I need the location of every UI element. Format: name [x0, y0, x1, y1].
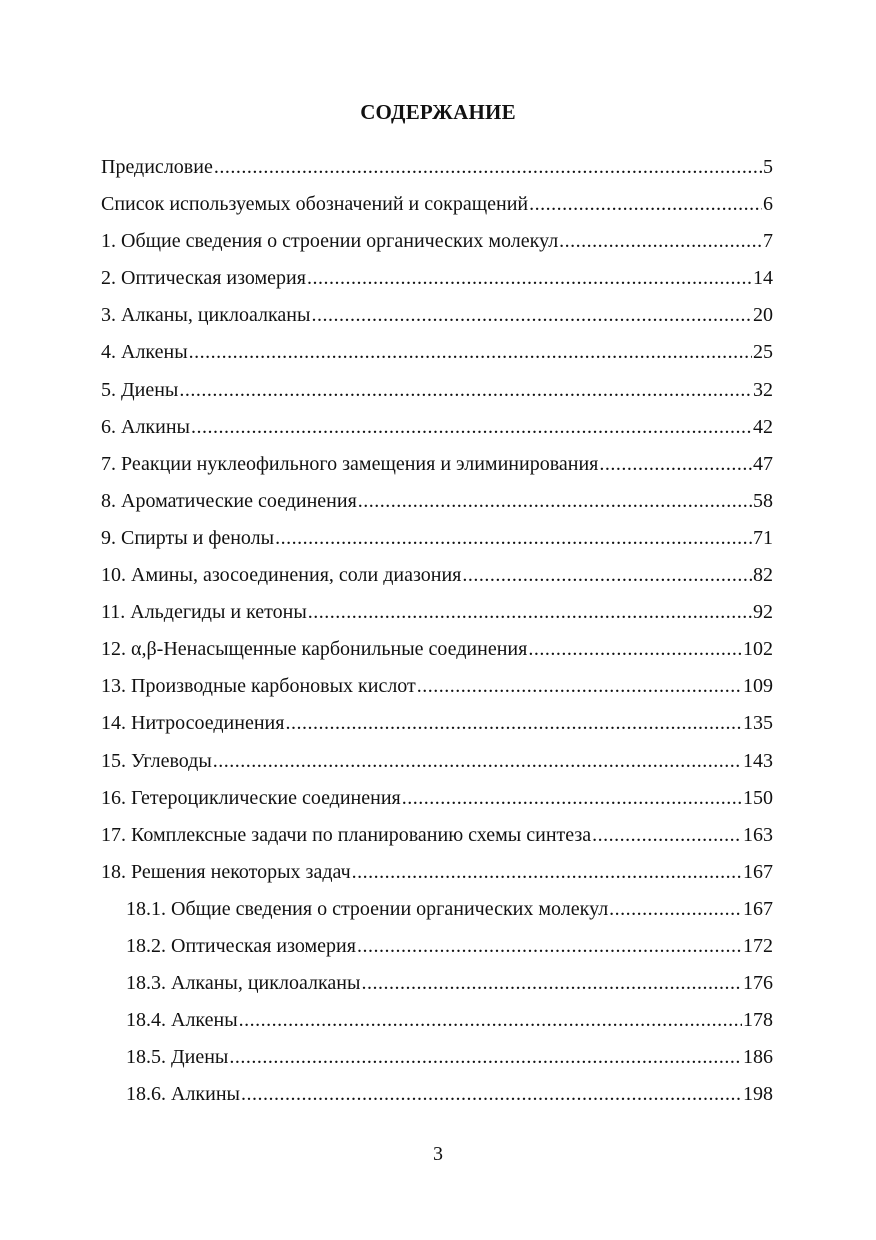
- toc-entry-chapter-17[interactable]: [101, 817, 773, 854]
- toc-entry-page: 58: [753, 489, 773, 512]
- dot-leader: [213, 743, 742, 780]
- toc-entry-label: 18.6. Алкины: [126, 1083, 240, 1106]
- dot-leader: [352, 854, 742, 891]
- dot-leader: [191, 409, 752, 446]
- toc-subentry-18-2[interactable]: [101, 928, 773, 965]
- toc-entry-chapter-9[interactable]: [101, 520, 773, 557]
- dot-leader: [599, 446, 752, 483]
- toc-entry-label: 18.2. Оптическая изомерия: [126, 934, 356, 957]
- toc-entry-page: 186: [743, 1046, 773, 1069]
- toc-entry-label: 4. Алкены: [101, 341, 188, 364]
- toc-entry-label: 18.1. Общие сведения о строении органических молекул: [126, 897, 609, 920]
- toc-entry-page: 178: [743, 1009, 773, 1032]
- toc-entry-chapter-10[interactable]: [101, 557, 773, 594]
- toc-entry-page: 82: [753, 564, 773, 587]
- toc-entry-page: 71: [753, 526, 773, 549]
- toc-entry-page: 92: [753, 601, 773, 624]
- dot-leader: [417, 668, 742, 705]
- toc-entry-label: 1. Общие сведения о строении органических молекул: [101, 230, 559, 253]
- toc-entry-label: 10. Амины, азосоединения, соли диазония: [101, 564, 462, 587]
- dot-leader: [308, 594, 752, 631]
- dot-leader: [402, 780, 742, 817]
- toc-entry-label: 11. Альдегиды и кетоны: [101, 601, 307, 624]
- toc-entry-label: Предисловие: [101, 156, 213, 178]
- toc-subentry-18-3[interactable]: [101, 965, 773, 1002]
- dot-leader: [358, 483, 752, 520]
- toc-entry-label: 9. Спирты и фенолы: [101, 526, 275, 549]
- dot-leader: [311, 297, 752, 334]
- toc-entry-chapter-6[interactable]: [101, 409, 773, 446]
- table-of-contents: [101, 149, 773, 1113]
- toc-entry-page: 20: [753, 304, 773, 327]
- toc-entry-label: 16. Гетероциклические соединения: [101, 786, 401, 809]
- toc-entry-label: 12. α,β-Ненасыщенные карбонильные соединения: [101, 638, 528, 661]
- toc-entry-label: 3. Алканы, циклоалканы: [101, 304, 311, 327]
- toc-entry-label: 6. Алкины: [101, 415, 190, 438]
- dot-leader: [528, 631, 742, 668]
- toc-entry-label: 18.5. Диены: [126, 1046, 229, 1069]
- dot-leader: [307, 260, 752, 297]
- toc-entry-page: 42: [753, 415, 773, 438]
- toc-entry-label: 5. Диены: [101, 378, 179, 401]
- toc-entry-chapter-13[interactable]: [101, 668, 773, 705]
- dot-leader: [239, 1002, 742, 1039]
- toc-entry-page: 25: [753, 341, 773, 364]
- toc-entry-page: 14: [753, 267, 773, 290]
- toc-entry-chapter-4[interactable]: [101, 334, 773, 371]
- toc-entry-chapter-18[interactable]: [101, 854, 773, 891]
- toc-entry-chapter-3[interactable]: [101, 297, 773, 334]
- toc-entry-chapter-1[interactable]: [101, 223, 773, 260]
- toc-entry-chapter-14[interactable]: [101, 705, 773, 742]
- toc-entry-label: Список используемых обозначений и сокращений: [101, 193, 529, 216]
- dot-leader: [529, 186, 762, 223]
- toc-subentry-18-6[interactable]: [101, 1076, 773, 1113]
- toc-entry-page: 109: [743, 675, 773, 698]
- toc-entry-page: 143: [743, 749, 773, 772]
- toc-entry-page: 6: [763, 193, 773, 216]
- dot-leader: [241, 1076, 742, 1113]
- toc-entry-chapter-7[interactable]: [101, 446, 773, 483]
- toc-entry-chapter-11[interactable]: [101, 594, 773, 631]
- toc-subentry-18-4[interactable]: [101, 1002, 773, 1039]
- toc-entry-page: 167: [743, 897, 773, 920]
- toc-entry-chapter-5[interactable]: [101, 372, 773, 409]
- toc-entry-page: 7: [763, 230, 773, 253]
- toc-subentry-18-5[interactable]: [101, 1039, 773, 1076]
- toc-entry-chapter-8[interactable]: [101, 483, 773, 520]
- toc-subentry-18-1[interactable]: [101, 891, 773, 928]
- toc-entry-page: 172: [743, 934, 773, 957]
- toc-entry-page: 102: [743, 638, 773, 661]
- toc-entry-label: 18. Решения некоторых задач: [101, 860, 351, 883]
- toc-entry-chapter-12[interactable]: [101, 631, 773, 668]
- toc-entry-label: 18.3. Алканы, циклоалканы: [126, 972, 361, 995]
- toc-entry-page: 47: [753, 452, 773, 475]
- toc-entry-page: 163: [743, 823, 773, 846]
- toc-entry-chapter-15[interactable]: [101, 743, 773, 780]
- toc-entry-abbreviations[interactable]: [101, 186, 773, 223]
- dot-leader: [559, 223, 762, 260]
- dot-leader: [357, 928, 742, 965]
- toc-entry-page: 5: [763, 156, 773, 178]
- toc-entry-preface[interactable]: [101, 149, 773, 186]
- toc-entry-page: 167: [743, 860, 773, 883]
- toc-entry-page: 176: [743, 972, 773, 995]
- dot-leader: [592, 817, 742, 854]
- toc-entry-label: 13. Производные карбоновых кислот: [101, 675, 416, 698]
- dot-leader: [275, 520, 752, 557]
- dot-leader: [229, 1039, 742, 1076]
- dot-leader: [609, 891, 742, 928]
- toc-entry-label: 14. Нитросоединения: [101, 712, 285, 735]
- toc-entry-page: 135: [743, 712, 773, 735]
- dot-leader: [214, 149, 762, 186]
- toc-entry-label: 8. Ароматические соединения: [101, 489, 357, 512]
- toc-entry-label: 15. Углеводы: [101, 749, 212, 772]
- dot-leader: [179, 372, 752, 409]
- dot-leader: [189, 334, 752, 371]
- toc-heading: СОДЕРЖАНИЕ: [360, 100, 516, 124]
- toc-entry-label: 7. Реакции нуклеофильного замещения и элиминирования: [101, 452, 599, 475]
- toc-entry-label: 17. Комплексные задачи по планированию схемы синтеза: [101, 823, 592, 846]
- dot-leader: [285, 705, 742, 742]
- page-number: 3: [433, 1143, 443, 1165]
- toc-entry-page: 198: [743, 1083, 773, 1106]
- dot-leader: [462, 557, 752, 594]
- toc-entry-page: 32: [753, 378, 773, 401]
- toc-entry-label: 18.4. Алкены: [126, 1009, 238, 1032]
- dot-leader: [361, 965, 742, 1002]
- toc-entry-chapter-2[interactable]: [101, 260, 773, 297]
- toc-entry-label: 2. Оптическая изомерия: [101, 267, 306, 290]
- toc-entry-page: 150: [743, 786, 773, 809]
- toc-entry-chapter-16[interactable]: [101, 780, 773, 817]
